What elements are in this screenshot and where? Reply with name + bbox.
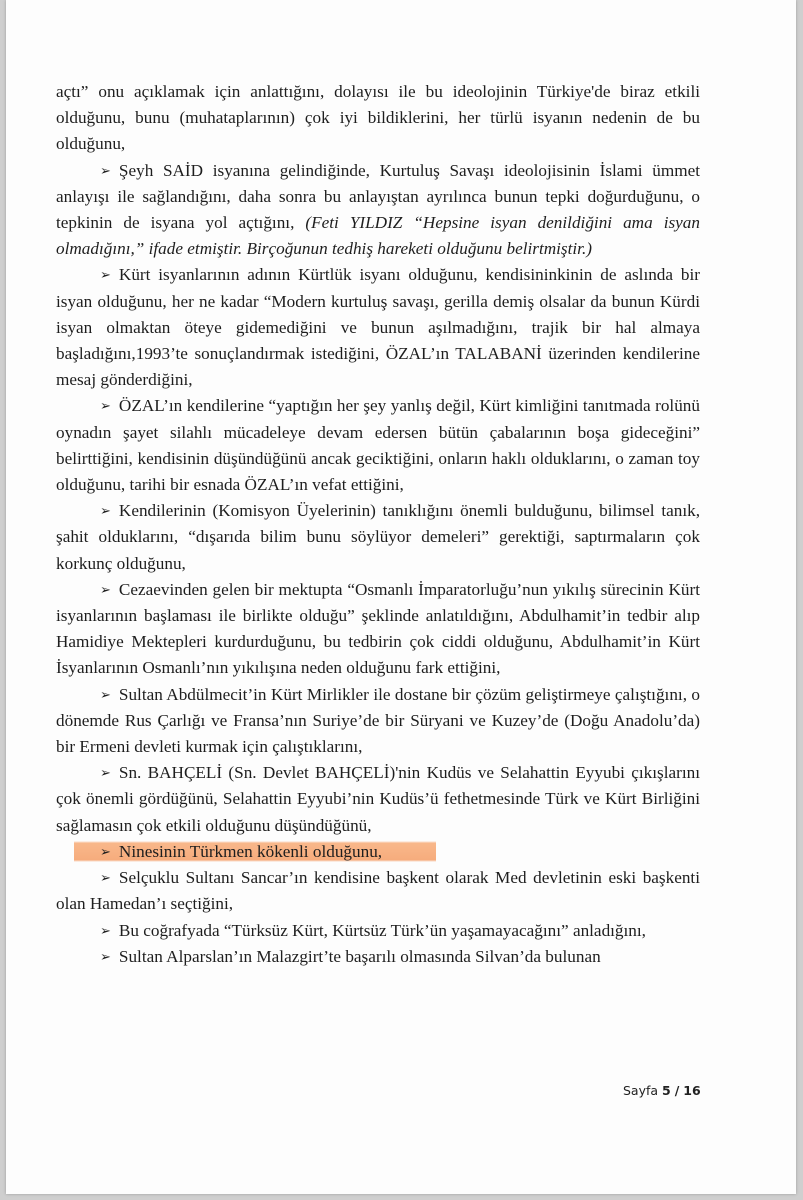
paragraph — [56, 393, 700, 498]
arrow-bullet-icon: ➢ — [100, 399, 111, 415]
paragraph — [56, 865, 700, 917]
italic-text-segment: (Feti YILDIZ “Hepsine isyan denildiğini ama isyan olmadığını,” ifade etmiştir. Birçoğunun tedhiş hareketi olduğunu belirtmiştir.) — [56, 213, 700, 259]
highlight-mark — [74, 841, 436, 862]
arrow-bullet-icon: ➢ — [100, 844, 111, 860]
paragraph — [56, 918, 700, 944]
paragraph — [56, 262, 700, 393]
arrow-bullet-icon: ➢ — [100, 163, 111, 179]
total-pages: 16 — [683, 1083, 701, 1098]
text-segment: Kürt isyanlarının adının Kürtlük isyanı olduğunu, kendisininkinin de aslında bir isyan olduğunu, her ne kadar “Modern kurtuluş savaşı, gerilla demiş olsalar da bunun Kürdi isyan olmaktan öteye gidemediğini ve bunun aşılmadığını, trajik bir hal almaya başladığını,1993’te sonuçlandırmak istediğini, ÖZAL’ın TALABANİ üzerinden kendilerine mesaj gönderdiğini, — [56, 265, 700, 390]
arrow-bullet-icon: ➢ — [100, 504, 111, 520]
text-segment: Sultan Alparslan’ın Malazgirt’te başarılı olmasında Silvan’da bulunan — [118, 946, 601, 966]
text-segment: Selçuklu Sultanı Sancar’ın kendisine başkent olarak Med devletinin eski başkenti olan Hamedan’ı seçtiğini, — [56, 868, 700, 914]
text-segment: ÖZAL’ın kendilerine “yaptığın her şey yanlış değil, Kürt kimliğini tanıtmada rolünü oynadın şayet silahlı mücadeleye devam edersen bütün çabalarının boşa gideceğini” belirttiğini, kendisinin düşündüğünü ancak geciktiğini, onların haklı olduklarını, o zaman toy olduğunu, tarihi bir esnada ÖZAL’ın vefat ettiğini, — [56, 396, 700, 495]
page-separator: / — [674, 1083, 680, 1098]
paragraph — [56, 158, 700, 263]
text-segment: Cezaevinden gelen bir mektupta “Osmanlı İmparatorluğu’nun yıkılış sürecinin Kürt isyanlarının başlaması ile birlikte olduğu” şeklinde anlatıldığını, Abdulhamit’in tedbir alıp Hamidiye Mektepleri kurdurduğunu, bu tedbirin çok ciddi olduğunu, Abdulhamit’in Kürt İsyanlarının Osmanlı’nın yıkılışına neden olduğunu fark ettiğini, — [56, 579, 700, 678]
page-number — [623, 1083, 701, 1098]
document-body — [56, 79, 700, 970]
paragraph — [56, 682, 700, 761]
paragraph — [56, 577, 700, 682]
paragraph — [56, 498, 700, 577]
text-segment: Bu coğrafyada “Türksüz Kürt, Kürtsüz Türk’ün yaşamayacağını” anladığını, — [118, 920, 646, 940]
arrow-bullet-icon: ➢ — [100, 582, 111, 598]
paragraph — [56, 79, 700, 158]
text-segment: Sn. BAHÇELİ (Sn. Devlet BAHÇELİ)'nin Kudüs ve Selahattin Eyyubi çıkışlarını çok önemli gördüğünü, Selahattin Eyyubi’nin Kudüs’ü fethetmesinde Türk ve Kürt Birliğini sağlamasın çok etkili olduğunu düşündüğünü, — [56, 763, 700, 835]
current-page: 5 — [662, 1083, 671, 1098]
text-segment: Sultan Abdülmecit’in Kürt Mirlikler ile dostane bir çözüm geliştirmeye çalıştığını, o dönemde Rus Çarlığı ve Fransa’nın Suriye’de bir Süryani ve Kuzey’de (Doğu Anadolu’da) bir Ermeni devleti kurmak için çalıştıklarını, — [56, 684, 700, 757]
paragraph — [56, 944, 700, 970]
paragraph — [56, 760, 700, 839]
text-segment: açtı” onu açıklamak için anlattığını, dolayısı ile bu ideolojinin Türkiye'de biraz etkili olduğunu, bunu (muhataplarının) çok iyi bildiklerini, her türlü isyanın nedenin de bu olduğunu, — [56, 82, 700, 154]
text-segment: Kendilerinin (Komisyon Üyelerinin) tanıklığını önemli bulduğunu, bilimsel tanık, şahit olduklarını, “dışarıda bilim bunu söylüyor demeleri” gerektiği, saptırmaların çok korkunç olduğunu, — [56, 501, 700, 573]
arrow-bullet-icon: ➢ — [100, 949, 111, 965]
arrow-bullet-icon: ➢ — [100, 766, 111, 782]
arrow-bullet-icon: ➢ — [100, 923, 111, 939]
page-label: Sayfa — [623, 1083, 659, 1098]
arrow-bullet-icon: ➢ — [100, 687, 111, 703]
highlighted-paragraph — [56, 839, 700, 865]
arrow-bullet-icon: ➢ — [100, 871, 111, 887]
arrow-bullet-icon: ➢ — [100, 268, 111, 284]
document-page — [6, 0, 796, 1194]
text-segment: Ninesinin Türkmen kökenli olduğunu, — [118, 841, 383, 861]
text-segment: Şeyh SAİD isyanına gelindiğinde, Kurtuluş Savaşı ideolojisinin İslami ümmet anlayışı ile sağlandığını, daha sonra bu anlayıştan ayrılınca bunun tepki doğurduğunu, o tepkinin de isyana yol açtığını, — [56, 160, 700, 233]
